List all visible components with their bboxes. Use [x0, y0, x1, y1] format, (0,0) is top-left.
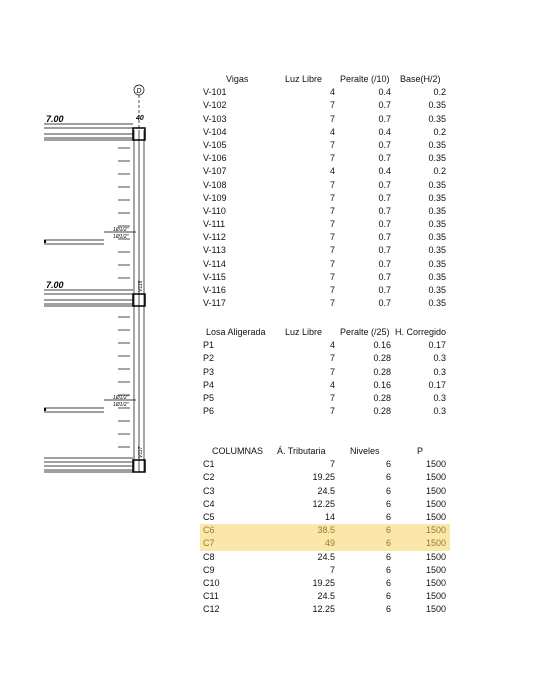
- table-cell: 0.7: [378, 139, 391, 150]
- header-cell: Peralte (/10): [340, 74, 390, 84]
- table-cell: V-102: [203, 100, 227, 111]
- table-cell: C6: [203, 525, 215, 536]
- table-cell: 7: [329, 205, 335, 216]
- table-row: [200, 485, 450, 498]
- table-cell: 4: [329, 126, 335, 137]
- table-cell: C8: [203, 551, 215, 562]
- table-cell: 0.35: [428, 205, 446, 216]
- header-cell: Vigas: [226, 74, 249, 84]
- table-cell: 1500: [425, 604, 446, 615]
- table-cell: 7: [329, 192, 335, 203]
- table-cell: 0.35: [428, 153, 446, 164]
- table-cell: 1500: [425, 511, 446, 522]
- table-row: [200, 577, 450, 590]
- table-row: [200, 366, 450, 379]
- table-cell: 0.7: [378, 205, 391, 216]
- table-row: [200, 165, 450, 178]
- table-cell: V-105: [203, 139, 227, 150]
- table-cell: 0.2: [433, 87, 446, 98]
- table-cell: C1: [203, 459, 215, 470]
- table-cell: 0.35: [428, 113, 446, 124]
- table-cell: 1500: [425, 577, 446, 588]
- grid-bubble-label: D: [136, 88, 142, 95]
- table-row: [200, 379, 450, 392]
- table-cell: 6: [385, 577, 391, 588]
- table-cell: P3: [203, 366, 215, 377]
- table-cell: 0.7: [378, 245, 391, 256]
- table-cell: 6: [385, 485, 391, 496]
- table-cell: V-113: [203, 245, 226, 256]
- table-row: [200, 458, 450, 471]
- table-cell: C4: [203, 498, 215, 509]
- table-row: [200, 258, 450, 271]
- table-cell: V-116: [203, 285, 226, 295]
- table-cell: 19.25: [312, 577, 335, 588]
- table-row: [200, 511, 450, 524]
- table-cell: 0.28: [373, 353, 391, 364]
- table-cell: 7: [329, 139, 335, 150]
- table-row: [200, 139, 450, 152]
- table-cell: 49: [324, 538, 335, 549]
- table-row: [200, 271, 450, 284]
- table-row: [200, 284, 450, 297]
- header-cell: Base(H/2): [400, 74, 441, 84]
- table-cell: V-111: [203, 219, 226, 230]
- table-cell: 7: [329, 392, 335, 403]
- table-cell: 1500: [425, 472, 446, 483]
- table-cell: 0.17: [428, 340, 446, 351]
- table-cell: 0.35: [428, 232, 446, 243]
- table-cell: 24.5: [317, 551, 335, 562]
- table-cell: C7: [203, 538, 215, 549]
- table-cell: 0.35: [428, 285, 446, 295]
- rebar-note: 1Ø1/2": [113, 234, 129, 240]
- table-cell: 0.7: [378, 298, 391, 309]
- losa-table: [200, 326, 450, 418]
- table-cell: 24.5: [317, 591, 335, 602]
- table-cell: 6: [385, 498, 391, 509]
- beam-label: V115: [138, 280, 144, 292]
- table-row: [200, 99, 450, 112]
- header-cell: Á. Tributaria: [277, 446, 326, 456]
- table-cell: 7: [329, 100, 335, 111]
- table-cell: 0.3: [433, 366, 446, 377]
- table-cell: V-103: [203, 113, 227, 124]
- table-row: [200, 152, 450, 165]
- table-cell: 0.2: [433, 126, 446, 137]
- table-cell: 1500: [425, 551, 446, 562]
- table-cell: 0.3: [433, 406, 446, 417]
- table-cell: 0.2: [433, 166, 446, 177]
- table-cell: 6: [385, 511, 391, 522]
- columnas-table: [200, 445, 450, 616]
- table-row: [200, 590, 450, 603]
- table-cell: 4: [329, 166, 335, 177]
- rebar-note: 1Ø1/2": [113, 395, 129, 401]
- table-row: [200, 352, 450, 365]
- table-cell: 6: [385, 564, 391, 575]
- table-cell: 6: [385, 551, 391, 562]
- table-cell: 7: [329, 179, 335, 190]
- table-cell: 7: [329, 153, 335, 164]
- table-cell: 7: [329, 366, 335, 377]
- table-cell: P5: [203, 392, 215, 403]
- table-cell: V-107: [203, 166, 227, 177]
- header-cell: Peralte (/25): [340, 327, 390, 337]
- table-header: [200, 326, 450, 339]
- table-cell: 7: [329, 564, 335, 575]
- table-cell: C9: [203, 564, 215, 575]
- table-cell: V-109: [203, 192, 227, 203]
- table-cell: 0.3: [433, 353, 446, 364]
- header-cell: P: [417, 446, 424, 456]
- table-cell: 6: [385, 591, 391, 602]
- table-cell: C11: [203, 591, 219, 602]
- table-cell: 0.35: [428, 219, 446, 230]
- table-header: [200, 73, 450, 86]
- table-cell: 0.4: [378, 166, 391, 177]
- table-cell: P4: [203, 379, 215, 390]
- table-cell: 0.28: [373, 392, 391, 403]
- table-cell: 0.4: [378, 87, 391, 98]
- table-cell: 7: [329, 219, 335, 230]
- table-cell: V-112: [203, 232, 226, 243]
- table-cell: 1500: [425, 591, 446, 602]
- header-cell: Luz Libre: [285, 74, 323, 84]
- table-cell: 4: [329, 340, 335, 351]
- table-cell: 6: [385, 525, 391, 536]
- table-cell: 7: [329, 245, 335, 256]
- table-row: [200, 392, 450, 405]
- table-cell: 0.35: [428, 298, 446, 309]
- table-cell: C3: [203, 485, 215, 496]
- table-cell: 0.7: [378, 271, 391, 282]
- table-row: [200, 471, 450, 484]
- table-row: [200, 524, 450, 537]
- table-row: [200, 603, 450, 616]
- table-cell: 0.7: [378, 192, 391, 203]
- table-cell: P6: [203, 406, 215, 417]
- table-cell: 7: [329, 298, 335, 309]
- table-cell: V-106: [203, 153, 227, 164]
- header-cell: COLUMNAS: [212, 446, 264, 456]
- table-cell: V-114: [203, 258, 226, 269]
- rebar-note: 1Ø1/2": [113, 402, 129, 408]
- table-cell: C2: [203, 472, 215, 483]
- table-cell: 0.35: [428, 179, 446, 190]
- table-cell: 0.35: [428, 192, 446, 203]
- table-cell: 7: [329, 353, 335, 364]
- table-cell: 0.7: [378, 179, 391, 190]
- table-cell: V-101: [203, 87, 227, 98]
- table-cell: 19.25: [312, 472, 335, 483]
- table-cell: V-115: [203, 271, 226, 282]
- table-cell: 6: [385, 472, 391, 483]
- table-cell: 6: [385, 459, 391, 470]
- header-cell: Losa Aligerada: [206, 327, 266, 337]
- table-row: [200, 218, 450, 231]
- table-cell: C5: [203, 511, 215, 522]
- table-cell: P2: [203, 353, 215, 364]
- structural-drawing: [0, 0, 200, 700]
- table-header: [200, 445, 450, 458]
- table-cell: 7: [329, 271, 335, 282]
- table-row: [200, 126, 450, 139]
- table-cell: 1500: [425, 485, 446, 496]
- table-cell: 1500: [425, 498, 446, 509]
- table-cell: 14: [324, 511, 335, 522]
- table-cell: V-104: [203, 126, 227, 137]
- table-cell: C10: [203, 577, 220, 588]
- table-cell: 0.35: [428, 245, 446, 256]
- table-cell: 7: [329, 285, 335, 295]
- table-cell: C12: [203, 604, 220, 615]
- dimension-label: 7.00: [46, 280, 64, 290]
- table-cell: V-117: [203, 298, 226, 309]
- table-cell: 7: [329, 406, 335, 417]
- dimension-label: 40: [136, 115, 144, 122]
- table-cell: 0.7: [378, 285, 391, 295]
- table-cell: 0.7: [378, 100, 391, 111]
- rebar-note: 1Ø1/2": [113, 227, 129, 233]
- table-cell: 0.35: [428, 139, 446, 150]
- table-row: [200, 205, 450, 218]
- table-cell: V-108: [203, 179, 227, 190]
- table-cell: 7: [329, 232, 335, 243]
- table-row: [200, 244, 450, 257]
- table-cell: 38.5: [317, 525, 335, 536]
- table-cell: 0.7: [378, 258, 391, 269]
- table-cell: 12.25: [312, 604, 335, 615]
- table-cell: 7: [329, 459, 335, 470]
- table-cell: 24.5: [317, 485, 335, 496]
- table-cell: 12.25: [312, 498, 335, 509]
- table-cell: 0.7: [378, 232, 391, 243]
- header-cell: Niveles: [350, 446, 380, 456]
- table-row: [200, 339, 450, 352]
- table-cell: 7: [329, 113, 335, 124]
- table-cell: 0.28: [373, 406, 391, 417]
- table-cell: 0.35: [428, 271, 446, 282]
- table-cell: 0.16: [373, 379, 391, 390]
- vigas-table: [200, 73, 450, 310]
- table-cell: 0.16: [373, 340, 391, 351]
- table-cell: 7: [329, 258, 335, 269]
- table-row: [200, 537, 450, 550]
- table-cell: 1500: [425, 564, 446, 575]
- table-cell: 0.17: [428, 379, 446, 390]
- table-row: [200, 192, 450, 205]
- table-cell: 1500: [425, 525, 446, 536]
- beam-label: V117: [138, 446, 144, 458]
- dimension-label: 7.00: [46, 114, 64, 124]
- table-cell: 4: [329, 87, 335, 98]
- header-cell: H. Corregido: [395, 327, 447, 337]
- table-cell: V-110: [203, 205, 226, 216]
- table-cell: 6: [385, 604, 391, 615]
- table-row: [200, 498, 450, 511]
- table-row: [200, 405, 450, 418]
- table-row: [200, 551, 450, 564]
- table-cell: P1: [203, 340, 215, 351]
- header-cell: Luz Libre: [285, 327, 323, 337]
- table-cell: 4: [329, 379, 335, 390]
- table-row: [200, 179, 450, 192]
- table-row: [200, 113, 450, 126]
- table-cell: 0.7: [378, 153, 391, 164]
- table-row: [200, 231, 450, 244]
- table-cell: 0.7: [378, 219, 391, 230]
- table-row: [200, 86, 450, 99]
- table-cell: 0.35: [428, 258, 446, 269]
- table-cell: 1500: [425, 459, 446, 470]
- table-row: [200, 564, 450, 577]
- table-cell: 6: [385, 538, 391, 549]
- table-cell: 0.28: [373, 366, 391, 377]
- table-row: [200, 297, 450, 310]
- table-cell: 0.35: [428, 100, 446, 111]
- table-cell: 0.4: [378, 126, 391, 137]
- table-cell: 0.3: [433, 392, 446, 403]
- table-cell: 0.7: [378, 113, 391, 124]
- table-cell: 1500: [425, 538, 446, 549]
